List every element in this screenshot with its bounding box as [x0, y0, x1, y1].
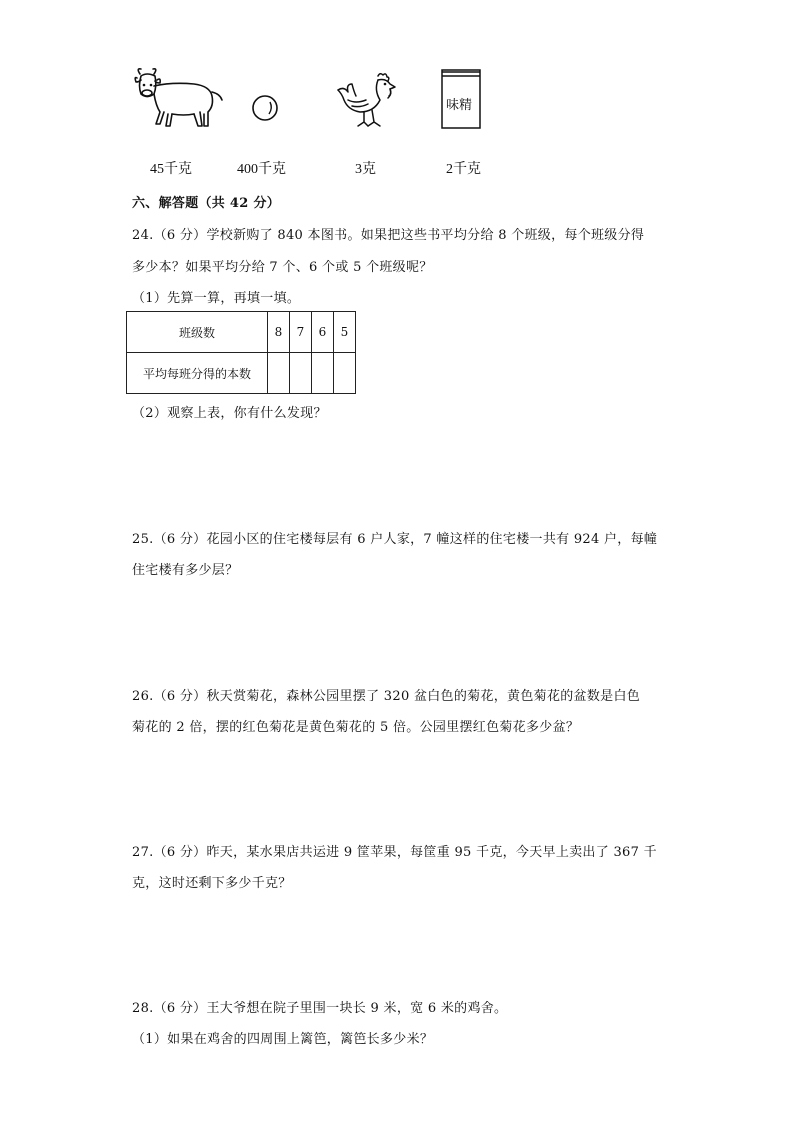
q27-line2: 克，这时还剩下多少千克？	[132, 876, 292, 891]
section-title: 六、解答题（共 42 分）	[132, 196, 281, 211]
q24-line2: 多少本？如果平均分给 7 个、6 个或 5 个班级呢？	[132, 260, 433, 275]
weight-label-3: 3克	[355, 162, 376, 177]
q28-part1: （1）如果在鸡舍的四周围上篱笆，篱笆长多少米？	[132, 1032, 434, 1047]
weight-label-1: 45千克	[150, 162, 192, 177]
q25-line2: 住宅楼有多少层？	[132, 563, 239, 578]
chicken-icon	[334, 70, 398, 132]
table-col-7: 7	[290, 312, 312, 353]
table-header-classes: 班级数	[127, 312, 268, 353]
answer-cell-8[interactable]	[268, 353, 290, 394]
table-header-books: 平均每班分得的本数	[127, 353, 268, 394]
q26-line1: 26.（6 分）秋天赏菊花，森林公园里摆了 320 盆白色的菊花，黄色菊花的盆数是白色	[132, 689, 641, 704]
q24-part1: （1）先算一算，再填一填。	[132, 291, 301, 306]
weight-label-4: 2千克	[446, 162, 481, 177]
q25-line1: 25.（6 分）花园小区的住宅楼每层有 6 户人家，7 幢这样的住宅楼一共有 924 户，每幢	[132, 532, 658, 547]
table-row	[127, 353, 356, 394]
seasoning-bag-icon	[440, 68, 482, 130]
seasoning-bag-label: 味精	[446, 98, 473, 113]
answer-cell-5[interactable]	[334, 353, 356, 394]
q24-table	[126, 311, 356, 394]
weight-label-2: 400千克	[237, 162, 286, 177]
table-col-5: 5	[334, 312, 356, 353]
q24-line1: 24.（6 分）学校新购了 840 本图书。如果把这些书平均分给 8 个班级，每个班级分得	[132, 228, 645, 243]
q27-line1: 27.（6 分）昨天，某水果店共运进 9 筐苹果，每筐重 95 千克，今天早上卖出了 367 千	[132, 845, 657, 860]
coin-icon	[250, 93, 280, 123]
table-col-8: 8	[268, 312, 290, 353]
table-row	[127, 312, 356, 353]
q28-line1: 28.（6 分）王大爷想在院子里围一块长 9 米，宽 6 米的鸡舍。	[132, 1001, 508, 1016]
answer-cell-6[interactable]	[312, 353, 334, 394]
answer-cell-7[interactable]	[290, 353, 312, 394]
cow-icon	[132, 66, 224, 134]
q24-part2: （2）观察上表，你有什么发现？	[132, 406, 327, 421]
table-col-6: 6	[312, 312, 334, 353]
q26-line2: 菊花的 2 倍，摆的红色菊花是黄色菊花的 5 倍。公园里摆红色菊花多少盆？	[132, 720, 580, 735]
